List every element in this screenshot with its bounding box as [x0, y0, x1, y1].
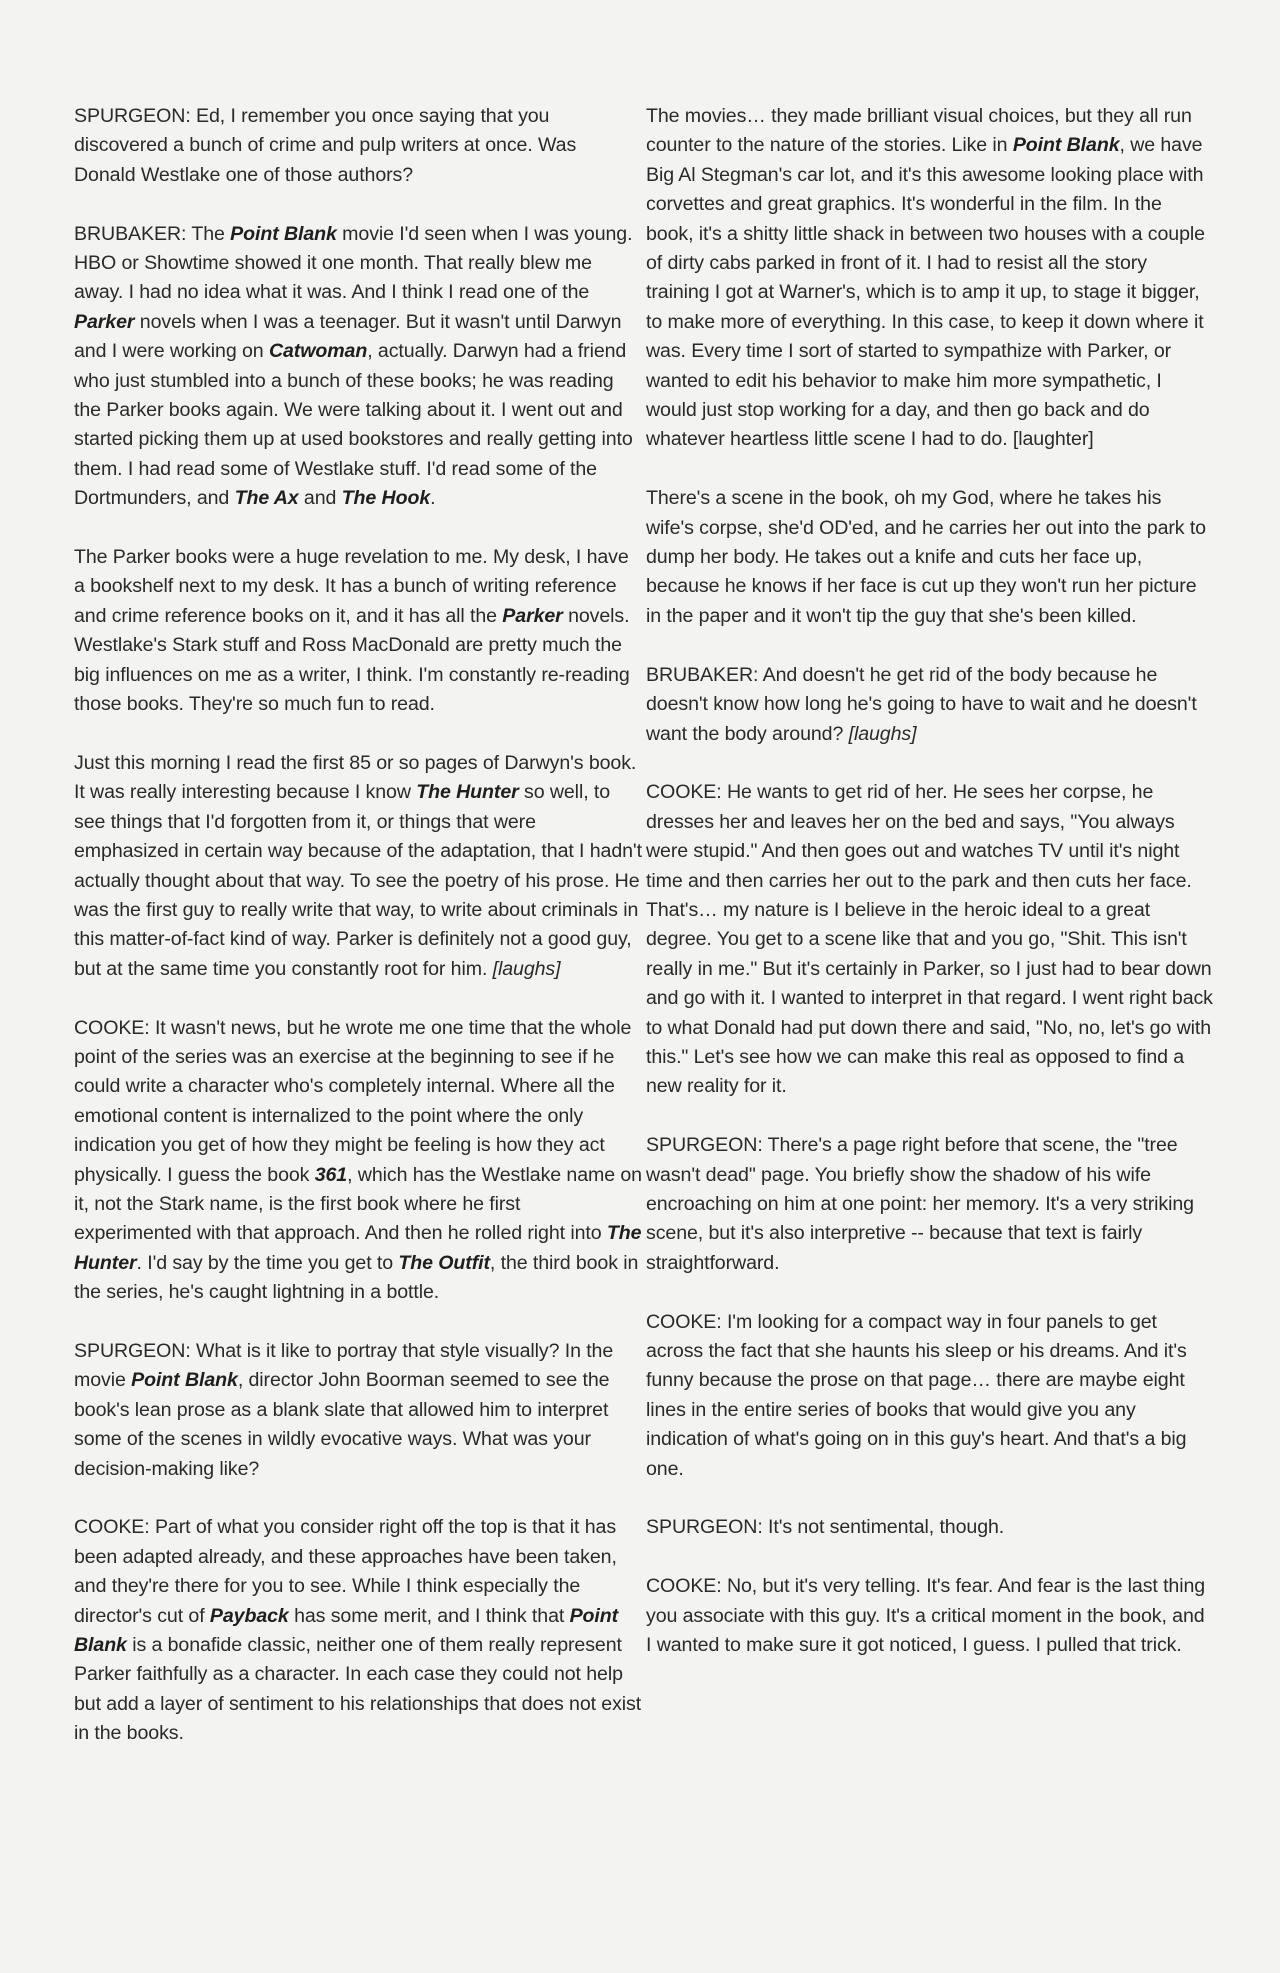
paragraph-text: SPURGEON: What is it like to portray that style visually? In the movie — [74, 1339, 614, 1392]
book-title: The Ax — [234, 487, 299, 510]
paragraph-text: so well, to see things that I'd forgotten from it, or things that were emphasized in certain way because of the adaptation, that I hadn't actually thought about that way. To see the poetry of his prose. He was the first guy to really write that way, to write about criminals in this matter-of-fact kind of way. Parker is definitely not a good guy, but at the same time you constantly root for him. — [74, 781, 642, 980]
interview-paragraph — [646, 661, 1214, 749]
book-title: Payback — [209, 1604, 289, 1627]
paragraph-text: The Parker books were a huge revelation to me. My desk, I have a bookshelf next to my desk. It has a bunch of writing reference and crime reference books on it, and it has all the — [74, 546, 629, 627]
paragraph-text: , we have Big Al Stegman's car lot, and it's this awesome looking place with corvettes and great graphics. It's wonderful in the film. In the book, it's a shitty little shack in between two houses with a couple of dirty cabs parked in front of it. I had to resist all the story training I got at Warner's, which is to amp it up, to stage it bigger, to make more of everything. In this case, to keep it down where it was. Every time I sort of started to sympathize with Parker, or wanted to edit his behavior to make him more sympathetic, I would just stop working for a day, and then go back and do whatever heartless little scene I had to do. [laughter] — [646, 134, 1205, 451]
left-column — [74, 102, 642, 1778]
paragraph-text: COOKE: He wants to get rid of her. He sees her corpse, he dresses her and leaves her on the bed and says, "You always were stupid." And then goes out and watches TV until it's night time and then carries her out to the park and then cuts her face. That's… my nature is I believe in the heroic ideal to a great degree. You get to a scene like that and you go, "Shit. This isn't really in me." But it's certainly in Parker, so I just had to bear down and go with it. I wanted to interpret in that regard. I went right back to what Donald had put down there and said, "No, no, let's go with this." Let's see how we can make this real as opposed to find a new reality for it. — [646, 781, 1213, 1098]
paragraph-text: COOKE: Part of what you consider right off the top is that it has been adapted already, and these approaches have been taken, and they're there for you to see. While I think especially the director's cut of — [74, 1516, 617, 1627]
interview-paragraph — [646, 1513, 1214, 1542]
paragraph-text: , which has the Westlake name on it, not the Stark name, is the first book where he first experimented with that approach. And then he rolled right into — [74, 1163, 642, 1245]
stage-direction: [laughs] — [492, 957, 561, 980]
paragraph-text: has some merit, and I think that — [288, 1604, 570, 1627]
book-title: Catwoman — [268, 340, 368, 363]
interview-paragraph — [74, 543, 642, 719]
interview-paragraph — [74, 220, 642, 514]
paragraph-text: SPURGEON: Ed, I remember you once saying that you discovered a bunch of crime and pulp writers at once. Was Donald Westlake one of those authors? — [74, 105, 577, 186]
paragraph-text: COOKE: I'm looking for a compact way in four panels to get across the fact that she haunts his sleep or his dreams. And it's funny because the prose on that page… there are maybe eight lines in the entire series of books that would give you any indication of what's going on in this guy's heart. And that's a big one. — [646, 1310, 1187, 1480]
interview-paragraph — [646, 1308, 1214, 1484]
right-column — [646, 102, 1214, 1690]
book-title: The Hunter — [416, 781, 519, 804]
paragraph-text: , the third book in the series, he's caught lightning in a bottle. — [74, 1251, 639, 1304]
interview-paragraph — [646, 778, 1214, 1101]
paragraph-text: Just this morning I read the first 85 or so pages of Darwyn's book. It was really interesting because I know — [74, 751, 637, 804]
paragraph-text: novels when I was a teenager. But it wasn't until Darwyn and I were working on — [74, 310, 622, 363]
stage-direction: [laughs] — [848, 722, 917, 745]
book-title: Parker — [74, 310, 135, 333]
paragraph-text: and — [298, 487, 342, 510]
interview-paragraph — [646, 1131, 1214, 1278]
book-title: The Hook — [341, 487, 431, 510]
paragraph-text: BRUBAKER: And doesn't he get rid of the body because he doesn't know how long he's going to have to wait and he doesn't want the body around? — [646, 663, 1197, 745]
paragraph-text: COOKE: It wasn't news, but he wrote me one time that the whole point of the series was an exercise at the beginning to see if he could write a character who's completely internal. Where all the emotional content is internalized to the point where the only indication you get of how they might be feeling is how they act physically. I guess the book — [74, 1016, 632, 1186]
paragraph-text: is a bonafide classic, neither one of them really represent Parker faithfully as a character. In each case they could not help but add a layer of sentiment to his relationships that does not exist in the books. — [74, 1634, 642, 1745]
paragraph-text: SPURGEON: It's not sentimental, though. — [646, 1516, 1005, 1539]
book-title: Point Blank — [1012, 134, 1120, 157]
interview-paragraph — [74, 1014, 642, 1308]
interview-paragraph — [74, 102, 642, 190]
paragraph-text: BRUBAKER: The — [74, 222, 231, 245]
book-title: The Hunter — [74, 1222, 642, 1274]
book-title: Point Blank — [74, 1604, 619, 1657]
book-title: Point Blank — [131, 1369, 238, 1392]
interview-paragraph — [74, 749, 642, 984]
paragraph-text: The movies… they made brilliant visual choices, but they all run counter to the nature of the stories. Like in — [646, 105, 1192, 157]
interview-paragraph — [74, 1337, 642, 1484]
paragraph-text: . I'd say by the time you get to — [136, 1251, 399, 1274]
interview-paragraph — [646, 1572, 1214, 1660]
paragraph-text: , actually. Darwyn had a friend who just stumbled into a bunch of these books; he was reading the Parker books again. We were talking about it. I went out and started picking them up at used bookstores and really getting into them. I had read some of Westlake stuff. I'd read some of the Dortmunders, and — [74, 340, 633, 510]
book-title: The Outfit — [398, 1251, 490, 1274]
interview-paragraph — [74, 1513, 642, 1748]
paragraph-text: . — [430, 487, 436, 510]
interview-paragraph — [646, 102, 1214, 455]
interview-paragraph — [646, 484, 1214, 631]
paragraph-text: movie I'd seen when I was young. HBO or Showtime showed it one month. That really blew me away. I had no idea what it was. And I think I read one of the — [74, 222, 633, 304]
book-title: Parker — [502, 604, 563, 627]
paragraph-text: COOKE: No, but it's very telling. It's fear. And fear is the last thing you associate with this guy. It's a critical moment in the book, and I wanted to make sure it got noticed, I guess. I pulled that trick. — [646, 1575, 1206, 1657]
paragraph-text: SPURGEON: There's a page right before that scene, the "tree wasn't dead" page. You briefly show the shadow of his wife encroaching on him at one point: her memory. It's a very striking scene, but it's also interpretive -- because that text is fairly straightforward. — [646, 1134, 1194, 1274]
paragraph-text: There's a scene in the book, oh my God, where he takes his wife's corpse, she'd OD'ed, and he carries her out into the park to dump her body. He takes out a knife and cuts her face up, because he knows if her face is cut up they won't run her picture in the paper and it won't tip the guy that she's been killed. — [646, 487, 1206, 627]
book-title: Point Blank — [230, 222, 337, 245]
book-title: 361 — [314, 1163, 348, 1186]
paragraph-text: , director John Boorman seemed to see the book's lean prose as a blank slate that allowed him to interpret some of the scenes in wildly evocative ways. What was your decision-making like? — [74, 1369, 610, 1480]
paragraph-text: novels. Westlake's Stark stuff and Ross MacDonald are pretty much the big influences on me as a writer, I think. I'm constantly re-reading those books. They're so much fun to read. — [74, 604, 630, 716]
